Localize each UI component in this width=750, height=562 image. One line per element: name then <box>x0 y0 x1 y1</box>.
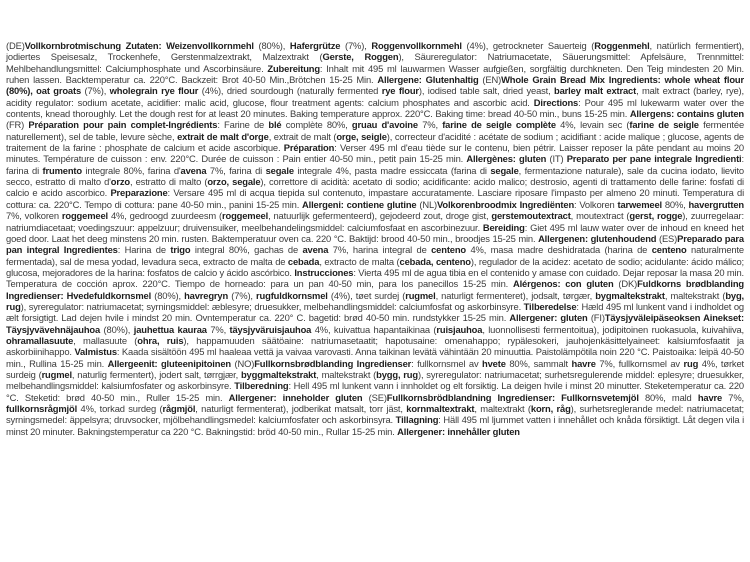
bold-text-segment: Allergener: innehåller gluten <box>397 425 520 437</box>
language-code: (ES) <box>656 232 678 244</box>
text-segment: : Volkoren <box>574 198 618 210</box>
bold-text-segment: hvete <box>482 357 506 369</box>
bold-text-segment: cebada, centeno <box>399 255 471 267</box>
bold-text-segment: wholegrain rye flour <box>109 85 199 97</box>
bold-text-segment: Préparation <box>283 142 335 154</box>
text-segment: , maltextrakt ( <box>474 403 531 414</box>
bold-text-segment: rågmjöl <box>162 403 196 414</box>
bold-text-segment: havergrutten <box>688 198 744 210</box>
text-segment: (7%), <box>340 40 372 51</box>
text-segment: , luonnollisesti fermentoitua), jodipitoinen ruokasuola, kuivahiiva, <box>482 323 745 335</box>
text-segment: (80%), <box>151 289 185 301</box>
text-segment: : Verser 495 ml d'eau tiède sur le contenu, bien pétrir. Laisser reposer la pâte pendant au moins 20 minutes. Température de cuisson : env. 220°C. Durée de cuisson : Pain entier 40-50 min., petit pain 15-25 min. <box>6 142 744 165</box>
bold-text-segment: orzo <box>110 176 130 188</box>
bold-text-segment: roggemeel <box>61 210 108 222</box>
text-segment: ), regulador de la acidez: acetato de sodio; acidulante: ácido málico; glucosa, mejoradores de la harina: fosfatos de calcio y ácido ascórbico. <box>6 255 745 278</box>
bold-text-segment: Bereiding <box>482 221 525 233</box>
bold-text-segment: Roggenmehl <box>594 40 650 51</box>
text-segment: ), iodised table salt, dried yeast, <box>418 85 555 97</box>
bold-text-segment: Instrucciones <box>294 266 354 278</box>
text-segment: (4%), getrockneter Sauerteig ( <box>461 40 595 51</box>
text-segment: , moutextract ( <box>570 210 630 222</box>
text-segment: (80%), <box>100 323 134 335</box>
text-segment: ), happamuuden säätöaine: natriumasetaatit; hapotusaine: omenahappo; rypälesokeri, jauhojenkäsittelyaineet: kalsiumfosfaatit ja askorbiinihappo. <box>6 334 744 358</box>
text-segment: 4%, masa madre deshidratada (harina de <box>466 244 652 256</box>
text-segment: 7%, <box>722 391 744 403</box>
text-segment: , natürlich fermentiert), jodiertes Speisesalz, Trockenhefe, Gerstenmalzextrakt, Malzextrakt ( <box>6 40 744 63</box>
bold-text-segment: Hafergrütze <box>289 40 341 51</box>
text-segment: 7%, fullkornsmel av <box>595 357 684 369</box>
text-segment: : Häll 495 ml ljummet vatten i innehållet och knåda försiktigt. Låt degen vila i minst 20 minuter. Bakningstemperatur ca 220 °C. Bakningstid: bröd 40-50 min., Rullar 15-25 min. <box>6 414 744 437</box>
bold-text-segment: farine de seigle complète <box>442 119 556 131</box>
bold-text-segment: roggemeel <box>222 210 269 222</box>
text-segment: ), Säureregulator: Natriumacetate, Säuerungsmittel: Apfelsäure, Trennmittel: Mehlbehandlungsmittel: Calciumphosphate und Ascorbinsäure. <box>6 51 744 74</box>
bold-text-segment: Allergener: gluten <box>509 312 588 324</box>
bold-text-segment: orge, seigle <box>336 130 387 142</box>
bold-text-segment: trigo <box>170 244 191 256</box>
text-segment: naturalmente fermentada), sal de mesa yodad, levadura seca, extracto de malta de <box>6 244 744 267</box>
bold-text-segment: Tilberedning <box>234 380 289 392</box>
text-segment: 4%, levain sec ( <box>555 119 630 131</box>
language-code: (DE) <box>6 40 25 51</box>
bold-text-segment: byggmaltekstrakt <box>240 368 317 380</box>
bold-text-segment: Préparation pour pain complet-Ingrédients <box>28 119 218 131</box>
bold-text-segment: rugmel <box>41 368 72 380</box>
text-segment: , naturligt fermenteret), jodsalt, tørgær, <box>435 289 596 301</box>
bold-text-segment: gerst, rogge <box>629 210 683 222</box>
bold-text-segment: fullkornsrågmjöl <box>6 403 78 414</box>
text-segment: , maltekstrakt ( <box>664 289 726 301</box>
text-segment: ), syreregulator: natriumacetat; syrningsmiddel: æblesyre; druesukker, melbehandlingsmiddel: calciumfosfat og askorbinsyre. <box>20 300 524 312</box>
bold-text-segment: byg, rug <box>6 289 744 312</box>
bold-text-segment: jauhettua kauraa <box>133 323 207 335</box>
bold-text-segment: Roggenvollkornmehl <box>371 40 462 51</box>
text-segment: : Giet 495 ml lauw water over de inhoud en kneed het goed door. Laat het deeg minstens 20 min. rusten. Baktemperatuur oven ca. 220 °C. Baktijd: brood 40-50 min., broodjes 15-25 min. <box>6 221 744 244</box>
bold-text-segment: havre <box>697 391 723 403</box>
text-segment: , naturlig fermentert), jodert salt, tørrgjær, <box>71 368 241 380</box>
text-segment: , naturligt fermenterat), jodberikat matsalt, torr jäst, <box>195 403 407 414</box>
text-segment: : Pour 495 ml lukewarm water over the contents, knead thoroughly. Let the dough rest for at least 20 minutes. Baking temperature approx. 220°C. Baking time: bread 40-50 min., buns 15-25 min. <box>6 96 745 120</box>
text-segment: : Versare 495 ml di acqua tiepida sul contenuto, impastare accuratamente. Lasciare riposare l'impasto per almeno 20 minuti. Temperatura di cottura: ca. 220°C. Tempo di cottura: pane 40-50 min., panini 15-25 min. <box>6 187 744 210</box>
text-segment: (7%), <box>228 289 257 301</box>
bold-text-segment: Allergens: contains gluten <box>629 108 744 120</box>
bold-text-segment: segale <box>490 164 519 176</box>
bold-text-segment: Gerste, Roggen <box>322 51 399 63</box>
text-segment: , maltekstrakt ( <box>316 368 377 380</box>
text-segment: : Inhalt mit 495 ml lauwarmen Wasser aufgießen, sorgfältig durchkneten. Den Teig mindesten 20 Min. ruhen lassen. Backtemperatur ca. 220°C. Backzeit: Brot 40-50 Min.,Brötchen 15-25 Min. <box>6 62 744 86</box>
bold-text-segment: kornmaltextrakt <box>406 403 475 414</box>
text-segment: , fermentazione naturale), sale da cucina iodato, lievito secco, estratto di malto d' <box>6 164 744 188</box>
bold-text-segment: avena <box>180 164 207 176</box>
text-segment: : Vierta 495 ml de agua tibia en el contenido y amase con cuidado. Dejar reposar la masa 20 min. Temperatura de cocción aprox. 220°C. Tiempo de horneado: para un pan 40-50 min, para los panecillos 15-25 min. <box>6 266 744 290</box>
text-segment: 7%, harina integral de <box>328 244 432 256</box>
bold-text-segment: Vollkornbrotmischung Zutaten: Weizenvollkornmehl <box>24 40 254 51</box>
bold-text-segment: ruisjauhoa <box>436 323 483 335</box>
bold-text-segment: Alérgenos: con gluten <box>512 278 614 290</box>
text-segment: (7%), <box>81 85 110 97</box>
text-segment: (4%), dried sourdough (naturally fermented <box>198 85 382 97</box>
language-code: (EN) <box>478 74 502 86</box>
text-segment: integral 80%, gachas de <box>190 244 303 256</box>
text-segment: 4%, kuivattua hapantaikinaa ( <box>311 323 437 335</box>
text-segment: : Harina de <box>117 244 171 256</box>
bold-text-segment: Täysjyväleipäseoksen Ainekset: Täysjyvävehnäjauhoa <box>6 312 744 335</box>
text-segment: , extrait de malt ( <box>268 130 337 142</box>
language-code: (FI) <box>587 312 605 324</box>
bold-text-segment: Preparazione <box>110 187 168 199</box>
text-segment: : Hell 495 ml lunkent vann i innholdet og elt forsiktig. La deigen hvile i minst 20 minutter. Steketemperatur ca. 220 °C. Steketid: brød 40-50 min., Ruller 15-25 min. <box>6 380 744 403</box>
bold-text-segment: barley malt extract <box>554 85 637 97</box>
text-segment: : farina di <box>6 153 744 176</box>
language-code: (DK) <box>613 278 638 290</box>
bold-text-segment: rugfuldkornsmel <box>256 289 328 301</box>
bold-text-segment: Allergeenit: gluteenipitoinen <box>107 357 231 369</box>
bold-text-segment: Preparato per pane integrale Ingredienti <box>566 153 742 165</box>
bold-text-segment: Volkorenbroodmix Ingrediënten <box>436 198 575 210</box>
text-segment: (4%), tøet surdej ( <box>327 289 406 301</box>
text-segment: , malt extract (barley, rye), acidity regulator: sodium acetate, acidifier: malic acid, glucose, flour treatment agents: calcium phosphates and ascorbic acid. <box>6 85 744 108</box>
text-segment: 7%, <box>417 119 443 131</box>
text-segment: : Kaada sisältöön 495 ml haaleaa vettä ja vaivaa varovasti. Anna taikinan levätä vähintään 20 minuuttia. Paistolämpötila noin 220 °C. Paistoaika: leipä 40-50 min., Rullina 15-25 min. <box>6 346 744 369</box>
bold-text-segment: gerstemoutextract <box>491 210 571 222</box>
text-segment: : Hæld 495 ml lunkent vand i indholdet og ælt forsigtigt. Lad dejen hvile i mindst 20 min. Ovntemperatur ca. 220° C. bagetid: brød 40-50 min. rundstykker 15-25 min. <box>6 300 744 324</box>
bold-text-segment: gruau d'avoine <box>351 119 418 131</box>
text-segment: , estratto di malto ( <box>130 176 208 188</box>
language-code: (NL) <box>416 198 437 210</box>
text-segment: integrale 4%, pasta madre essiccata (farina di <box>293 164 491 176</box>
bold-text-segment: ohra, ruis <box>137 334 184 346</box>
bold-text-segment: Fullkornsbrödblandning Ingredienser: Fullkornsvetemjöl <box>386 391 639 403</box>
text-segment: 7%, farina di <box>206 164 266 176</box>
text-segment: 4%, tørket surdeig ( <box>6 357 744 380</box>
bold-text-segment: Tillagning <box>395 414 439 426</box>
bold-text-segment: orzo, segale <box>207 176 261 188</box>
bold-text-segment: Valmistus <box>74 346 117 358</box>
bold-text-segment: Allergener: inneholder gluten <box>228 391 363 403</box>
bold-text-segment: korn, råg <box>530 403 571 414</box>
language-code: (IT) <box>546 153 567 165</box>
text-segment: , extracto de malta ( <box>319 255 400 267</box>
bold-text-segment: havregryn <box>184 289 229 301</box>
bold-text-segment: Allergene: Glutenhaltig <box>377 74 479 86</box>
bold-text-segment: rye flour <box>381 85 419 97</box>
bold-text-segment: cebada <box>287 255 320 267</box>
language-code: (SE) <box>362 391 387 403</box>
bold-text-segment: Allergènes: gluten <box>466 153 547 165</box>
text-segment: 7%, volkoren <box>6 210 62 222</box>
text-segment: fermentée naturellement), sel de table, levure sèche, <box>6 119 745 142</box>
text-segment: 80%, mald <box>638 391 698 403</box>
bold-text-segment: extrait de malt d'orge <box>177 130 269 142</box>
bold-text-segment: bygg, rug <box>376 368 418 380</box>
language-code: (NO) <box>230 357 255 369</box>
text-segment: ), correcteur d'acidité : acétate de sodium ; acidifiant : acide malique ; glucose, agents de traitement de la farine : phosphate de calcium et acide ascorbique. <box>6 130 744 154</box>
bold-text-segment: ohramallasuute <box>6 334 74 346</box>
bold-text-segment: centeno <box>651 244 687 256</box>
text-segment: 80%, sammalt <box>505 357 572 369</box>
bold-text-segment: Zubereitung <box>267 62 320 74</box>
text-segment: 80%, <box>662 198 689 210</box>
bold-text-segment: Allergenen: glutenhoudend <box>538 232 657 244</box>
text-segment: 4%, gedroogd zuurdeesm ( <box>107 210 222 222</box>
bold-text-segment: täysjyväruisjauhoa <box>229 323 312 335</box>
bold-text-segment: Whole Grain Bread Mix Ingredients: whole wheat flour (80%), oat groats <box>6 74 744 97</box>
text-segment: ), syreregulator: natriumacetat; surhetsregulerende middel: eplesyre; druesukker, melbehandlingsmiddel: kalsiumfosfater og askorbinsyre. <box>6 368 745 392</box>
bold-text-segment: centeno <box>431 244 467 256</box>
text-segment: , natuurlijk gefermenteerd), gejodeerd zout, droge gist, <box>268 210 492 222</box>
text-segment: 7%, <box>206 323 230 335</box>
text-segment: ), surhetsreglerande medel: natriumacetat; syrningsmedel: äppelsyra; druvsocker, mjölbehandlingsmedel: kalciumfosfater och askorbinsyra. <box>6 403 745 426</box>
text-segment: : Farine de <box>217 119 269 131</box>
text-segment: complète 80%, <box>281 119 352 131</box>
language-code: (FR) <box>6 119 29 131</box>
text-segment: 4%, torkad surdeg ( <box>77 403 163 414</box>
bold-text-segment: frumento <box>42 164 82 176</box>
text-segment: ), correttore di acidità: acetato di sodio; acidificante: acido malico; destrosio, agenti di trattamento delle farine: fosfati di calcio e acido ascorbico. <box>6 176 744 199</box>
text-segment: (80%), <box>253 40 290 51</box>
text-segment: ), zuurregelaar: natriumdiacetaat; voedingszuur: appelzuur; druivensuiker, meelbehandelingsmiddel: calciumfosfaat en ascorbinezuur. <box>6 210 744 233</box>
bold-text-segment: bygmaltekstrakt <box>595 289 665 301</box>
bold-text-segment: Fullkornsbrødblanding Ingredienser <box>254 357 412 369</box>
bold-text-segment: tarwemeel <box>617 198 662 210</box>
bold-text-segment: Tilberedelse <box>523 300 577 312</box>
bold-text-segment: havre <box>571 357 596 369</box>
bold-text-segment: rugmel <box>405 289 436 301</box>
text-segment: : fullkornsmel av <box>411 357 483 369</box>
bold-text-segment: Preparado para pan integral Ingredientes <box>6 232 744 256</box>
bold-text-segment: Allergeni: contiene glutine <box>302 198 417 210</box>
text-segment: , mallasuute ( <box>73 334 138 346</box>
bold-text-segment: Fuldkorns brødblanding Ingredienser: Hvedefuldkornsmel <box>6 278 744 301</box>
bold-text-segment: farine de seigle <box>629 119 699 131</box>
text-segment: integrale 80%, farina d' <box>81 164 181 176</box>
bold-text-segment: avena <box>302 244 329 256</box>
bold-text-segment: Directions <box>533 96 579 108</box>
bold-text-segment: blé <box>268 119 282 131</box>
bold-text-segment: rug <box>683 357 699 369</box>
bold-text-segment: segale <box>265 164 294 176</box>
